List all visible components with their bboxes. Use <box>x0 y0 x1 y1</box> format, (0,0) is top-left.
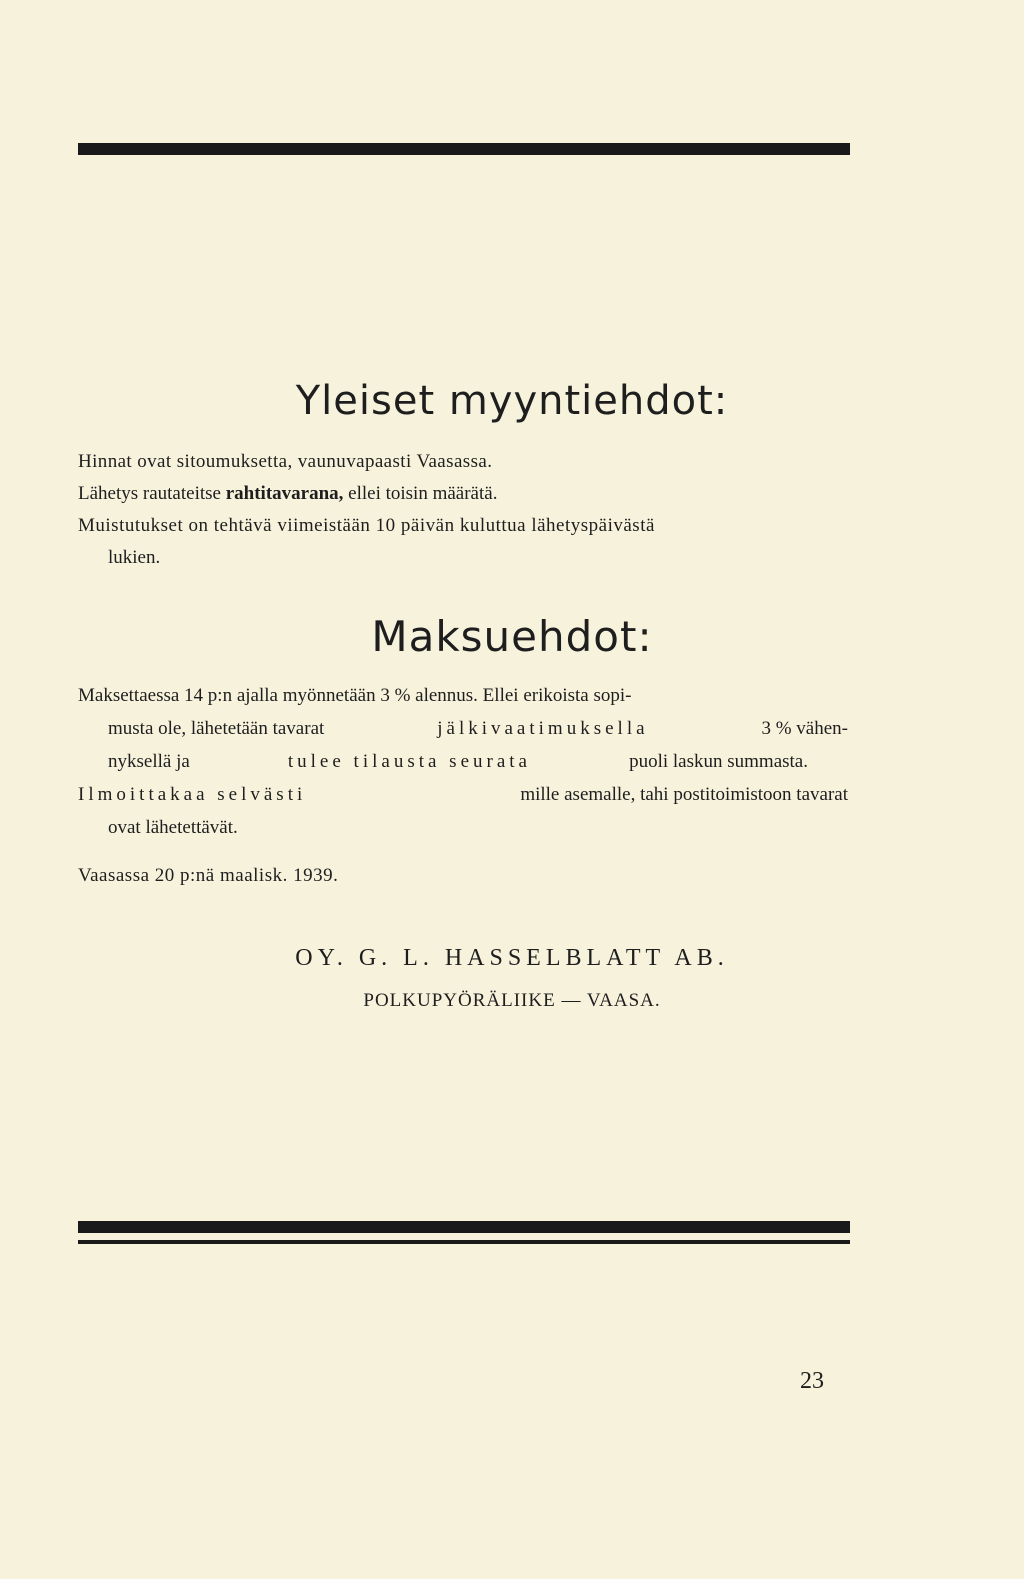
text-fragment: mille asemalle, tahi postitoimistoon tavarat <box>520 784 848 805</box>
bottom-rule-thin <box>78 1240 850 1244</box>
spaced-text: jälkivaatimuksella <box>437 718 649 739</box>
text-fragment: musta ole, lähetetään tavarat <box>108 718 325 739</box>
heading-general-terms: Yleiset myyntiehdot: <box>295 378 729 424</box>
top-rule <box>78 143 850 155</box>
company-name: OY. G. L. HASSELBLATT AB. <box>295 945 729 971</box>
text-fragment: ellei toisin määrätä. <box>348 483 498 504</box>
spaced-text: Ilmoittakaa selvästi <box>78 784 307 805</box>
bottom-rule-thick <box>78 1221 850 1233</box>
heading-payment-terms: Maksuehdot: <box>371 612 653 661</box>
text-fragment: puoli laskun summasta. <box>629 751 808 772</box>
text-line: Muistutukset on tehtävä viimeistään 10 päivän kuluttua lähetyspäivästä <box>78 515 655 536</box>
text-line <box>78 484 497 503</box>
spaced-text: tulee tilausta seurata <box>287 751 531 772</box>
text-line: Hinnat ovat sitoumuksetta, vaunuvapaasti Vaasassa. <box>78 451 493 472</box>
page-number: 23 <box>800 1368 824 1394</box>
text-line <box>78 686 848 705</box>
text-fragment: 3 % vähen- <box>761 718 848 739</box>
text-line: lukien. <box>108 547 161 568</box>
text-line <box>108 752 808 771</box>
text-line <box>78 785 848 804</box>
text-fragment: nyksellä ja <box>108 751 190 772</box>
text-line: ovat lähetettävät. <box>108 817 238 838</box>
text-fragment: Lähetys rautateitse <box>78 483 221 504</box>
company-subtitle: POLKUPYÖRÄLIIKE — VAASA. <box>363 990 661 1011</box>
date-line: Vaasassa 20 p:nä maalisk. 1939. <box>78 865 339 886</box>
text-fragment: Maksettaessa 14 p:n ajalla myönnetään 3 % alennus. Ellei erikoista sopi- <box>78 685 632 706</box>
text-line <box>108 719 848 738</box>
emphasis-text: rahtitavarana, <box>225 483 344 504</box>
